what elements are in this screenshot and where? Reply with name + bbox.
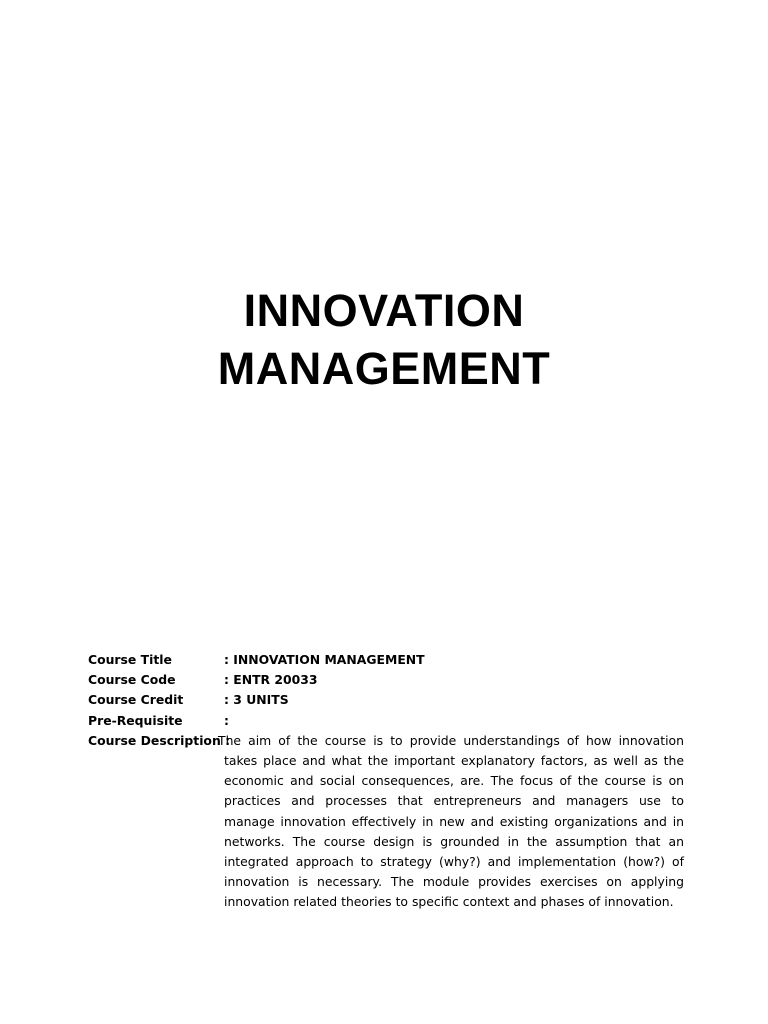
pre-requisite-row [88, 711, 684, 731]
course-code-label: Course Code [88, 672, 176, 688]
pre-requisite-value: : [224, 712, 229, 728]
title-line-1: INNOVATION [243, 285, 525, 336]
course-credit-label: Course Credit [88, 692, 184, 708]
course-description-label: Course Description : [88, 732, 231, 748]
pre-requisite-label: Pre-Requisite [88, 712, 183, 728]
course-description-row [88, 731, 684, 913]
course-description-text: The aim of the course is to provide understandings of how innovation takes place and what the important explanatory factors, as well as the economic and social consequences, are. The focus of the course is on practices and processes that entrepreneurs and managers use to manage innovation effectively in new and existing organizations and in networks. The course design is grounded in the assumption that an integrated approach to strategy (why?) and implementation (how?) of innovation is necessary. The module provides exercises on applying innovation related theories to specific context and phases of innovation. [218, 732, 684, 910]
course-credit-row [88, 690, 684, 710]
course-code-row [88, 670, 684, 690]
title-line-2: MANAGEMENT [217, 343, 551, 394]
course-code-value: : ENTR 20033 [224, 672, 318, 688]
course-credit-value: : 3 UNITS [224, 692, 289, 708]
course-title-value: : INNOVATION MANAGEMENT [224, 652, 425, 667]
document-title [0, 282, 768, 398]
course-title-row [88, 650, 684, 670]
course-title-label: Course Title [88, 652, 172, 667]
course-info [88, 650, 684, 913]
